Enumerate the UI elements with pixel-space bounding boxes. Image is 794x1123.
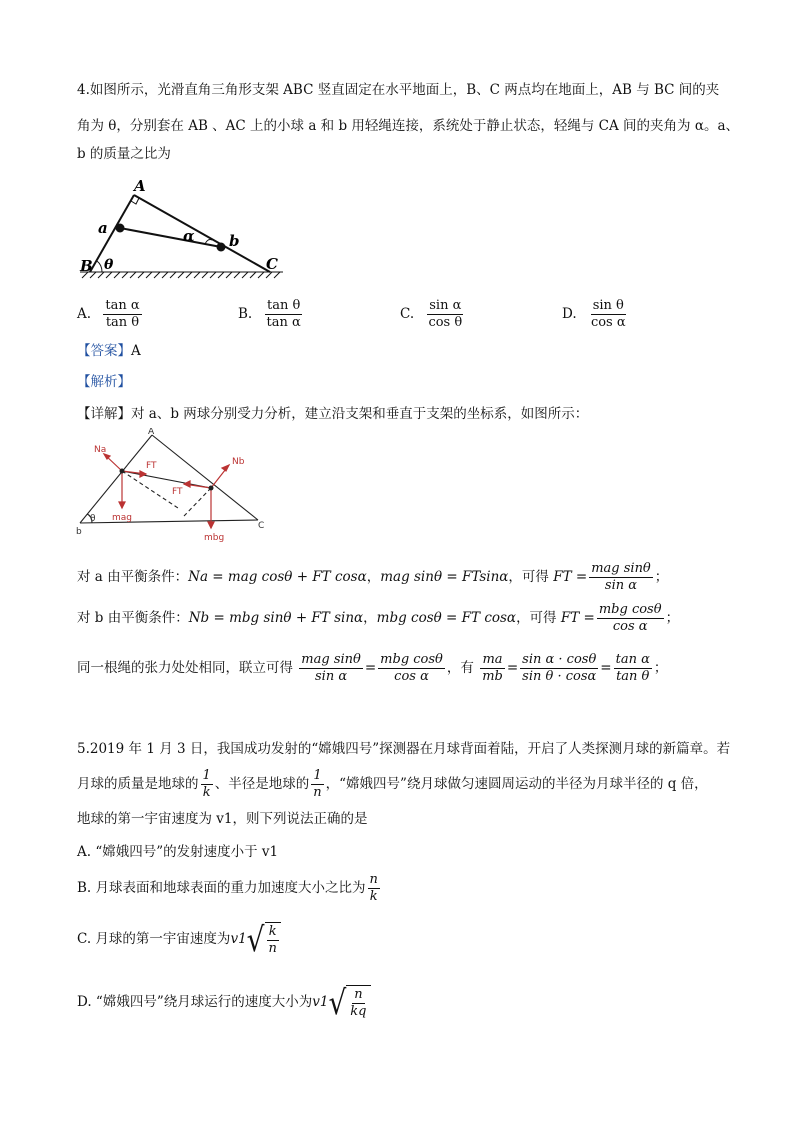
q5-text: 月球的质量是地球的 <box>77 776 199 792</box>
option-letter: C. <box>400 306 415 322</box>
detail-line: 【详解】对 a、b 两球分别受力分析，建立沿支架和垂直于支架的坐标系，如图所示： <box>77 406 589 422</box>
eq-sep: ， <box>363 610 377 626</box>
answer-label: 【答案】 <box>77 343 131 359</box>
option-num: sin α <box>429 298 462 313</box>
label-alpha: α <box>183 227 195 245</box>
eq-mid: ，可得 <box>508 569 549 585</box>
sketch-label-ft1: FT <box>146 461 157 471</box>
theta-arc <box>97 261 102 272</box>
option-num: tan θ <box>266 298 301 313</box>
ball-b <box>217 243 226 252</box>
sketch-label-ft2: FT <box>172 487 183 497</box>
analysis-label: 【解析】 <box>77 374 131 390</box>
eq-frac-num: tan α <box>615 652 650 667</box>
eq-frac-num: ma <box>482 652 503 667</box>
q5-text: 、半径是地球的 <box>214 776 310 792</box>
eq-equals: = <box>364 660 377 676</box>
rope <box>120 228 221 247</box>
equation-b <box>77 602 679 635</box>
label-a: a <box>98 219 108 237</box>
eq-frac-num: sin α · cosθ <box>522 652 597 667</box>
sqrt-sign: √ $\frac{n}{kq}$ <box>328 985 370 1020</box>
q5-option-c <box>77 919 281 959</box>
eq-end: ； <box>653 660 668 676</box>
sketch-label-A: A <box>148 428 155 437</box>
q5-line1: 5.2019 年 1 月 3 日，我国成功发射的“嫦娥四号”探测器在月球背面着陆，开启了人类探测月球的新篇章。若 <box>77 741 731 757</box>
label-b: b <box>229 232 240 250</box>
q5-frac-num: 1 <box>313 768 322 783</box>
q5-option-a: A. “嫦娥四号”的发射速度小于 v1 <box>77 844 279 860</box>
sketch-label-mbg: mbg <box>204 533 225 543</box>
triangle-figure <box>78 175 298 280</box>
sketch-label-b: b <box>76 527 82 537</box>
sketch-ball-b <box>209 486 214 491</box>
sketch-label-na: Na <box>94 445 107 455</box>
eq-expr: Na = mag cosθ + FT cosα <box>188 569 367 585</box>
eq-frac-num: mag sinθ <box>301 652 361 667</box>
force-sketch <box>74 428 274 553</box>
option-num: sin θ <box>592 298 624 313</box>
eq-prefix: 对 b 由平衡条件： <box>77 610 189 626</box>
option-letter: D. <box>562 306 577 322</box>
eq-mid: ，可得 <box>516 610 557 626</box>
q5-v1: v1 <box>230 931 247 947</box>
option-num: tan α <box>105 298 140 313</box>
eq-frac-den: mb <box>482 669 503 684</box>
eq-equals: = <box>506 660 519 676</box>
option-den: cos θ <box>428 315 463 330</box>
label-theta: θ <box>104 257 114 273</box>
q4-stem-line1: 4.如图所示，光滑直角三角形支架 ABC 竖直固定在水平地面上，B、C 两点均在地面上，AB 与 BC 间的夹 <box>77 82 720 98</box>
eq-frac-den: tan θ <box>616 669 650 684</box>
eq-sep: ， <box>366 569 381 585</box>
eq-lhs: FT = <box>560 610 595 626</box>
q5-frac-den: k <box>202 785 211 800</box>
eq-frac-num: mbg cosθ <box>598 602 662 617</box>
eq-prefix: 对 a 由平衡条件： <box>77 569 189 585</box>
q5-option-b <box>77 872 382 905</box>
q4-stem-line2: 角为 θ，分别套在 AB 、AC 上的小球 a 和 b 用轻绳连接，系统处于静止状态，轻绳与 CA 间的夹角为 α。a、 <box>77 118 740 134</box>
q5-option-text: C. 月球的第一宇宙速度为 <box>77 931 231 947</box>
eq-frac-num: mbg cosθ <box>380 652 443 667</box>
option-den: cos α <box>590 315 626 330</box>
eq-frac-den: sin α <box>315 669 348 684</box>
label-B: B <box>80 257 93 275</box>
q4-option-c <box>400 298 466 331</box>
eq-end: ； <box>654 569 669 585</box>
label-A: A <box>134 177 146 195</box>
sketch-label-nb: Nb <box>232 457 245 467</box>
eq-frac-den: sin α <box>604 578 638 593</box>
label-C: C <box>266 255 278 273</box>
sketch-label-C: C <box>258 521 265 531</box>
option-den: tan α <box>266 315 301 330</box>
option-den: tan θ <box>105 315 140 330</box>
option-letter: B. <box>238 306 253 322</box>
eq-frac-den: cos α <box>612 619 648 634</box>
q5-text: ，“嫦娥四号”绕月球做匀速圆周运动的半径为月球半径的 q 倍， <box>325 776 708 792</box>
eq-expr: Nb = mbg sinθ + FT sinα <box>188 610 364 626</box>
option-letter: A. <box>77 306 92 322</box>
sketch-ball-a <box>120 469 125 474</box>
sqrt-sign: √ $\frac{k}{n}$ <box>247 922 281 957</box>
ball-a <box>116 224 125 233</box>
q5-frac-num: k <box>268 924 277 939</box>
eq-mid: ，有 <box>446 660 474 676</box>
q5-frac-den: kq <box>350 1004 367 1019</box>
q4-option-a <box>77 298 144 331</box>
q4-option-b <box>238 298 305 331</box>
q4-stem-line3: b 的质量之比为 <box>77 146 171 162</box>
q5-option-text: B. 月球表面和地球表面的重力加速度大小之比为 <box>77 880 366 896</box>
q4-option-d <box>562 298 630 331</box>
eq-frac-num: mag sinθ <box>591 561 651 576</box>
q5-frac-num: 1 <box>202 768 211 783</box>
q5-frac-den: k <box>369 889 378 904</box>
q5-frac-den: n <box>313 785 322 800</box>
q5-frac-num: n <box>354 987 363 1002</box>
eq-lhs: FT = <box>553 569 588 585</box>
eq-expr: mbg cosθ = FT cosα <box>376 610 517 626</box>
sketch-label-theta: θ <box>90 514 96 524</box>
sketch-label-mag: mag <box>112 513 132 523</box>
q5-line3: 地球的第一宇宙速度为 v1，则下列说法正确的是 <box>77 811 368 827</box>
q5-option-d <box>77 982 371 1022</box>
q5-line2 <box>77 768 708 801</box>
answer-line <box>77 337 141 365</box>
equation-a <box>77 561 668 594</box>
eq-prefix: 同一根绳的张力处处相同，联立可得 <box>77 660 293 676</box>
eq-frac-den: cos α <box>394 669 429 684</box>
equation-c <box>77 652 667 685</box>
eq-equals: = <box>600 660 612 676</box>
q5-option-text: D. “嫦娥四号”绕月球运行的速度大小为 <box>77 994 313 1010</box>
q5-v1: v1 <box>312 994 329 1010</box>
answer-value: A <box>131 343 141 359</box>
q5-frac-den: n <box>268 941 277 956</box>
eq-end: ； <box>665 610 680 626</box>
q5-frac-num: n <box>369 872 378 887</box>
eq-expr: mag sinθ = FTsinα <box>380 569 509 585</box>
eq-frac-den: sin θ · cosα <box>522 669 597 684</box>
